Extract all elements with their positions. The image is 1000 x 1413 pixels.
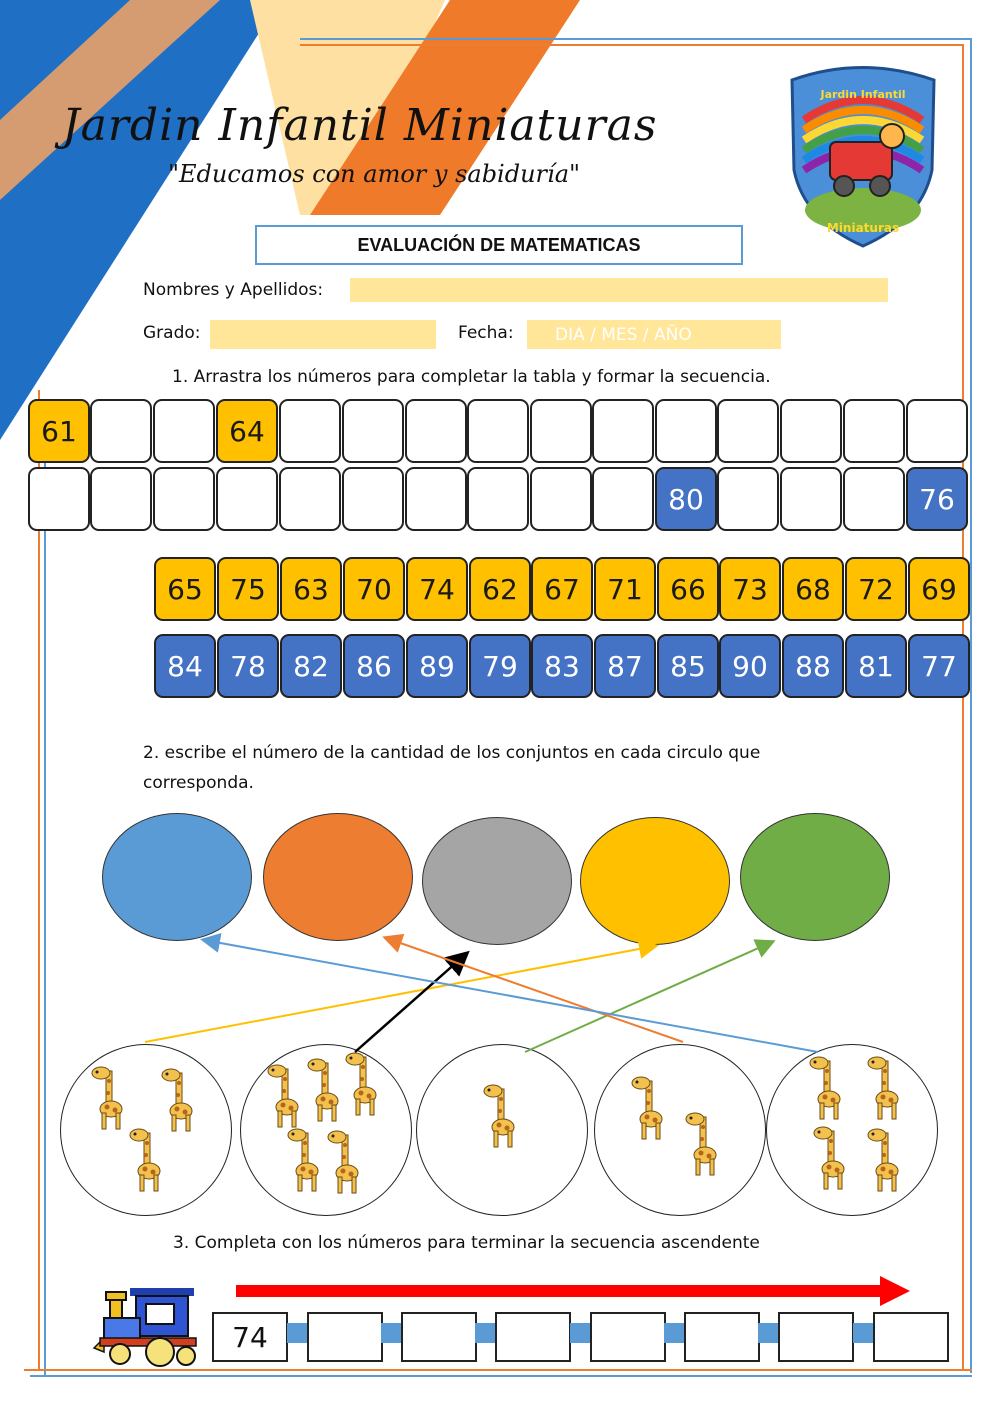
draggable-number-tile[interactable]: 83 [531,634,593,698]
draggable-number-tile[interactable]: 62 [469,557,531,621]
giraffe-icon [631,1075,665,1147]
school-name: Jardin Infantil Miniaturas [62,100,658,151]
giraffe-set-circle [240,1044,412,1216]
answer-circle[interactable] [740,813,890,941]
empty-table-cell[interactable] [592,467,654,531]
arrow-yellow [145,946,655,1042]
sequence-start-box: 74 [212,1312,288,1362]
draggable-number-tile[interactable]: 88 [782,634,844,698]
empty-table-cell[interactable] [405,467,467,531]
draggable-number-tile[interactable]: 82 [280,634,342,698]
giraffe-icon [91,1065,125,1137]
empty-table-cell[interactable] [405,399,467,463]
empty-table-cell[interactable] [279,399,341,463]
empty-table-cell[interactable] [153,467,215,531]
empty-table-cell[interactable] [90,399,152,463]
giraffe-set-circle [60,1044,232,1216]
giraffe-icon [161,1067,195,1139]
table-cell-number: 80 [655,467,717,531]
empty-table-cell[interactable] [279,467,341,531]
giraffe-icon [685,1111,719,1183]
frame-bottom-blue [30,1375,972,1377]
draggable-number-tile[interactable]: 77 [908,634,970,698]
empty-table-cell[interactable] [90,467,152,531]
giraffe-icon [809,1055,843,1127]
empty-table-cell[interactable] [467,467,529,531]
giraffe-icon [327,1129,361,1201]
draggable-number-tile[interactable]: 75 [217,557,279,621]
giraffe-icon [307,1057,341,1129]
table-cell-number: 64 [216,399,278,463]
empty-table-cell[interactable] [780,399,842,463]
frame-left-orange [38,390,40,1370]
sequence-input-box[interactable] [684,1312,760,1362]
date-label: Fecha: [458,323,514,343]
sequence-input-box[interactable] [401,1312,477,1362]
draggable-number-tile[interactable]: 86 [343,634,405,698]
answer-circle[interactable] [422,817,572,945]
sequence-connector [758,1323,778,1343]
giraffe-icon [267,1063,301,1135]
draggable-number-tile[interactable]: 90 [719,634,781,698]
answer-circle[interactable] [580,817,730,945]
arrow-green [525,942,772,1052]
date-field[interactable]: DIA / MES / AÑO [527,320,781,349]
empty-table-cell[interactable] [153,399,215,463]
draggable-number-tile[interactable]: 67 [531,557,593,621]
answer-circle[interactable] [102,813,252,941]
frame-right-blue [970,38,972,1373]
empty-table-cell[interactable] [467,399,529,463]
empty-table-cell[interactable] [717,467,779,531]
name-label: Nombres y Apellidos: [143,280,324,300]
empty-table-cell[interactable] [843,399,905,463]
draggable-number-tile[interactable]: 89 [406,634,468,698]
arrow-black [355,954,466,1052]
frame-right-orange [962,44,964,1369]
sequence-connector [475,1323,495,1343]
empty-table-cell[interactable] [342,467,404,531]
q3-instruction: 3. Completa con los números para terminar la secuencia ascendente [173,1233,760,1253]
giraffe-icon [483,1083,517,1155]
giraffe-icon [129,1127,163,1199]
frame-top-blue [300,38,972,40]
sequence-input-box[interactable] [590,1312,666,1362]
empty-table-cell[interactable] [843,467,905,531]
draggable-number-tile[interactable]: 65 [154,557,216,621]
empty-table-cell[interactable] [655,399,717,463]
logo-bottom-text: Miniaturas [826,221,900,235]
giraffe-set-circle [766,1044,938,1216]
logo-top-text: Jardin Infantil [820,88,906,101]
sequence-connector [853,1323,873,1343]
table-cell-number: 61 [28,399,90,463]
draggable-number-tile[interactable]: 81 [845,634,907,698]
empty-table-cell[interactable] [906,399,968,463]
draggable-number-tile[interactable]: 79 [469,634,531,698]
sequence-input-box[interactable] [873,1312,949,1362]
empty-table-cell[interactable] [530,467,592,531]
sequence-connector [287,1323,307,1343]
sequence-input-box[interactable] [307,1312,383,1362]
giraffe-icon [345,1051,379,1123]
evaluation-title: EVALUACIÓN DE MATEMATICAS [255,225,743,265]
giraffe-set-circle [594,1044,766,1216]
empty-table-cell[interactable] [342,399,404,463]
table-cell-number: 76 [906,467,968,531]
q1-instruction: 1. Arrastra los números para completar la tabla y formar la secuencia. [172,367,771,387]
draggable-number-tile[interactable]: 70 [343,557,405,621]
empty-table-cell[interactable] [28,467,90,531]
draggable-number-tile[interactable]: 84 [154,634,216,698]
grade-label: Grado: [143,323,201,343]
draggable-number-tile[interactable]: 85 [657,634,719,698]
sequence-input-box[interactable] [495,1312,571,1362]
frame-left-blue [44,400,46,1375]
draggable-number-tile[interactable]: 66 [657,557,719,621]
draggable-number-tile[interactable]: 74 [406,557,468,621]
school-motto: "Educamos con amor y sabiduría" [168,160,581,188]
draggable-number-tile[interactable]: 78 [217,634,279,698]
school-logo [782,60,944,250]
answer-circle[interactable] [263,813,413,941]
draggable-number-tile[interactable]: 68 [782,557,844,621]
sequence-input-box[interactable] [778,1312,854,1362]
red-direction-arrow [236,1276,912,1306]
name-field[interactable] [350,278,888,302]
sequence-connector [570,1323,590,1343]
arrow-blue [204,940,818,1052]
draggable-number-tile[interactable]: 71 [594,557,656,621]
q2-instruction-line2: corresponda. [143,773,254,793]
sequence-connector [664,1323,684,1343]
draggable-number-tile[interactable]: 87 [594,634,656,698]
empty-table-cell[interactable] [780,467,842,531]
draggable-number-tile[interactable]: 69 [908,557,970,621]
empty-table-cell[interactable] [717,399,779,463]
giraffe-icon [813,1125,847,1197]
grade-field[interactable] [210,320,436,349]
empty-table-cell[interactable] [530,399,592,463]
giraffe-icon [867,1127,901,1199]
draggable-number-tile[interactable]: 73 [719,557,781,621]
giraffe-icon [867,1055,901,1127]
giraffe-icon [287,1127,321,1199]
giraffe-set-circle [416,1044,588,1216]
train-icon [90,1282,208,1370]
draggable-number-tile[interactable]: 63 [280,557,342,621]
empty-table-cell[interactable] [216,467,278,531]
sequence-connector [381,1323,401,1343]
draggable-number-tile[interactable]: 72 [845,557,907,621]
arrow-orange [386,938,683,1042]
frame-top-orange [300,44,964,46]
q2-instruction-line1: 2. escribe el número de la cantidad de los conjuntos en cada circulo que [143,743,761,763]
empty-table-cell[interactable] [592,399,654,463]
